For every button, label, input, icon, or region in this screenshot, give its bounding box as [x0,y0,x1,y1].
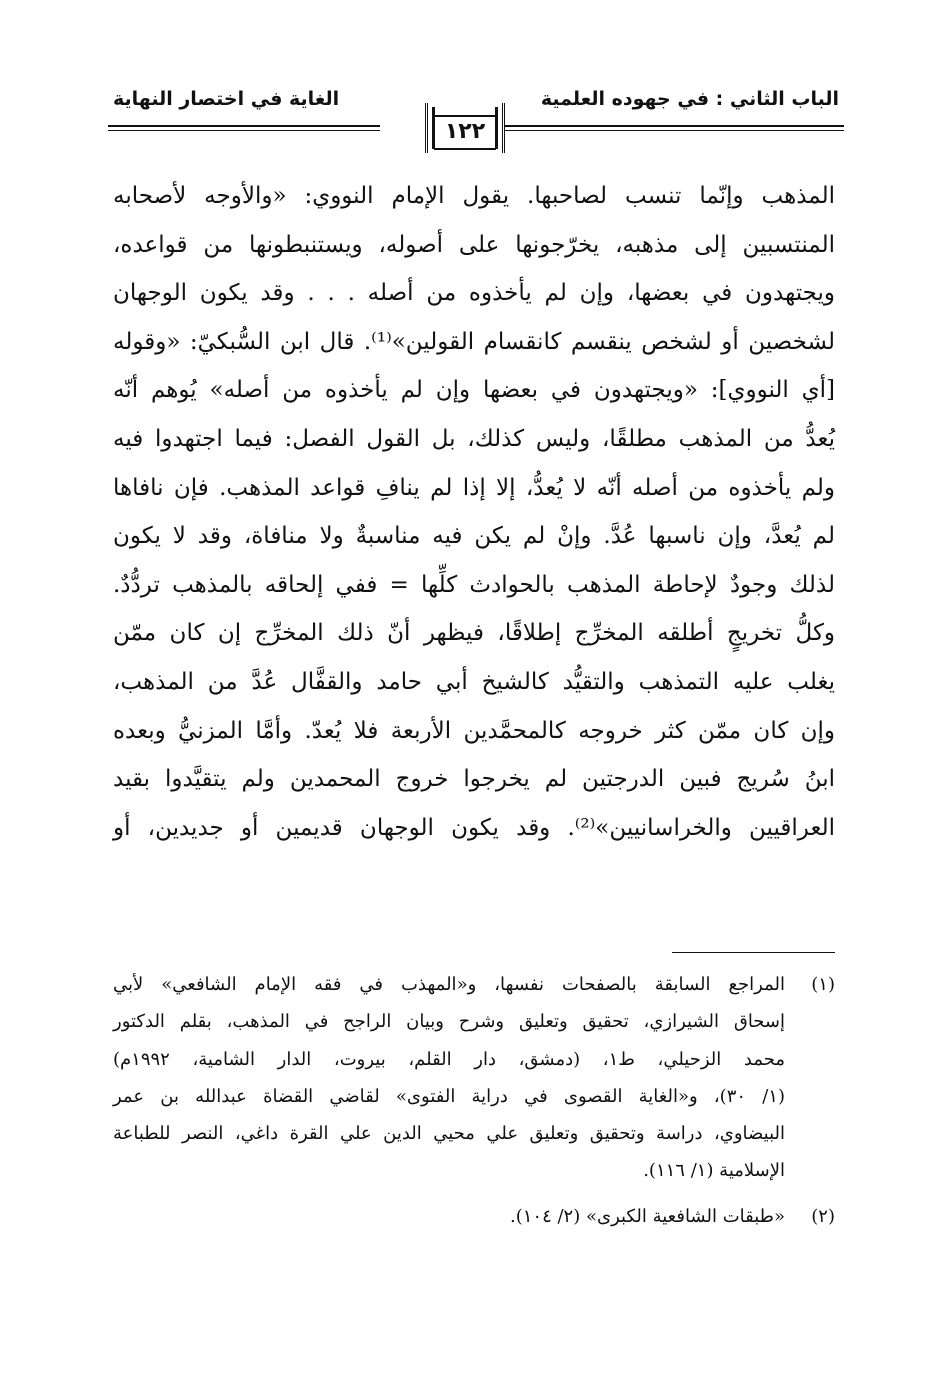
text-line: ويجتهدون في بعضها، وإن لم يأخذوه من أصله . . . وقد يكون الوجهان [113,280,835,307]
page-number: ١٢٢ [444,119,486,144]
footnote-line: إسحاق الشيرازي، تحقيق وتعليق وشرح وبيان الراجح في المذهب، بقلم الدكتور [113,1011,785,1033]
main-text [113,172,835,852]
footnote-line: محمد الزحيلي، ط١، (دمشق، دار القلم، بيروت، الدار الشامية، ١٩٩٢م) [113,1048,785,1070]
text-line: المنتسبين إلى مذهبه، يخرّجونها على أصوله، ويستنبطونها من قواعده، [113,231,835,258]
footnote-marker: (٢) [811,1205,835,1227]
footnote-separator [672,952,835,953]
page-number-frame [425,103,505,153]
header-rule-left-thin [108,130,380,131]
book-running-head: الغاية في اختصار النهاية [113,88,340,110]
footnote-line: المراجع السابقة بالصفحات نفسها، و«المهذب في فقه الإمام الشافعي» لأبي [113,974,785,995]
text-line: يُعدُّ من المذهب مطلقًا، وليس كذلك، بل القول الفصل: فيما اجتهدوا فيه [113,425,835,452]
text-line: المذهب وإنّما تنسب لصاحبها. يقول الإمام النووي: «والأوجه لأصحابه [113,183,835,209]
text-line: لشخصين أو لشخص ينقسم كانقسام القولين»⁽¹⁾. قال ابن السُّبكيّ: «وقوله [113,328,835,355]
text-line: وإن كان ممّن كثر خروجه كالمحمَّدين الأربعة فلا يُعدّ. وأمَّا المزنيُّ وبعده [113,717,835,744]
footnote-line: «طبقات الشافعية الكبرى» (٢/ ١٠٤). [509,1205,785,1227]
header-rule-left [108,125,380,127]
text-line: ابنُ سُريج فبين الدرجتين لم يخرجوا خروج المحمدين ولم يتقيَّدوا بقيد [113,766,835,793]
footnotes [113,966,835,1235]
text-line: وكلُّ تخريجٍ أطلقه المخرِّج إطلاقًا، فيظهر أنّ ذلك المخرِّج إن كان ممّن [113,620,835,647]
text-line: لم يُعدَّ، وإن ناسبها عُدَّ. وإنْ لم يكن فيه مناسبةٌ ولا منافاة، وقد لا يكون [113,523,835,550]
text-line: يغلب عليه التمذهب والتقيُّد كالشيخ أبي حامد والقفَّال عُدَّ من المذهب، [113,668,835,695]
footnote-marker: (١) [811,974,835,995]
footnote-line: الإسلامية (١/ ١١٦). [643,1160,785,1182]
footnote-1 [113,966,835,1190]
header-rule-right [505,125,844,127]
text-line: ولم يأخذوه من أصله أنّه لا يُعدُّ، إلا إذا لم ينافِ قواعد المذهب. فإن نافاها [113,474,835,501]
footnote-2 [113,1198,835,1235]
chapter-running-head: الباب الثاني : في جهوده العلمية [540,88,839,110]
header-rule-right-thin [505,130,844,131]
text-line: [أي النووي]: «ويجتهدون في بعضها وإن لم يأخذوه من أصله» يُوهم أنّه [113,377,835,404]
text-line: العراقيين والخراسانيين»⁽²⁾. وقد يكون الوجهان قديمين أو جديدين، أو [113,814,835,841]
footnote-line: (١/ ٣٠)، و«الغاية القصوى في دراية الفتوى» لقاضي القضاة عبدالله بن عمر [113,1085,785,1107]
text-line: لذلك وجودٌ لإحاطة المذهب بالحوادث كلِّها = ففي إلحاقه بالمذهب تردُّدٌ. [113,571,835,598]
footnote-line: البيضاوي، دراسة وتحقيق وتعليق علي محيي الدين علي القرة داغي، النصر للطباعة [113,1123,785,1145]
